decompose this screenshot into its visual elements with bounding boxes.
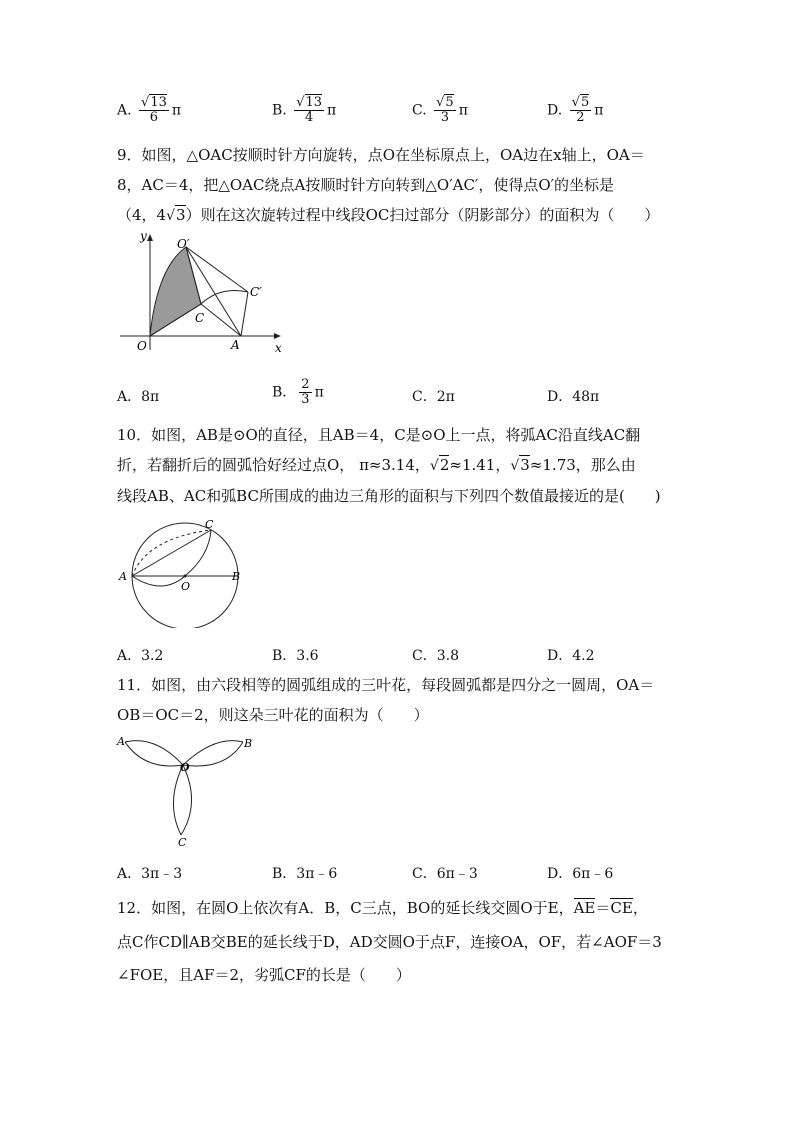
q12-arc-CE: CE [610, 899, 633, 917]
q10-line-1: 10．如图，AB是⊙O的直径，且AB＝4，C是⊙O上一点，将弧AC沿直线AC翻 [117, 426, 641, 444]
q11-option-a: A．3π﹣3 [117, 866, 183, 882]
q11-label-C: C [178, 836, 187, 848]
q8-option-a: A. $\frac{√13}{6}$ π [117, 95, 182, 125]
q9-figure [115, 228, 290, 358]
q9-label-x: x [275, 341, 282, 355]
q11-option-c: C．6π﹣3 [412, 866, 478, 882]
q9-label-O: O [137, 339, 147, 353]
q10-option-d: D．4.2 [547, 648, 595, 664]
q9-option-d: D．48π [547, 389, 600, 405]
q12-line-1: 12．如图，在圆O上依次有A．B，C三点，BO的延长线交圆O于E，AE＝CE， [117, 899, 648, 917]
q10-center-dot [184, 575, 187, 578]
q10-option-c: C．3.8 [412, 648, 459, 664]
q8-option-c: C. $\frac{√5}{3}$ π [412, 95, 468, 125]
q9-shaded-region [150, 247, 201, 336]
q10-line-2: 折，若翻折后的圆弧恰好经过点O， π≈3.14，√2≈1.41，√3≈1.73，那么由 [117, 456, 636, 474]
q10-label-B: B [232, 570, 241, 583]
q9-arc-CC2 [201, 291, 248, 305]
q11-option-b: B．3π﹣6 [272, 866, 338, 882]
q11-label-B: B [244, 737, 253, 750]
q11-option-d: D．6π﹣6 [547, 866, 614, 882]
q9-label-y: y [140, 229, 147, 243]
q9-seg-C2A [241, 292, 248, 336]
q10-option-a: A．3.2 [117, 648, 164, 664]
q11-petal-B-lower [183, 742, 243, 766]
q9-option-c: C．2π [412, 389, 455, 405]
q10-figure [117, 518, 252, 628]
q9-label-C: C [195, 311, 205, 325]
q11-line-1: 11．如图，由六段相等的圆弧组成的三叶花，每段圆弧都是四分之一圆周，OA＝ [117, 676, 655, 694]
q12-arc-AE: AE [573, 899, 596, 917]
q11-figure [115, 733, 260, 848]
q10-folded-arc [132, 530, 211, 586]
q10-option-b: B．3.6 [272, 648, 319, 664]
q10-label-O: O [181, 580, 191, 593]
q8-option-d: D. $\frac{√5}{2}$ π [547, 95, 604, 125]
q9-label-A: A [231, 338, 240, 352]
q9-y-arrow [147, 234, 153, 241]
q9-label-O2: O′ [177, 237, 190, 251]
q9-line-3: （4，4√3）则在这次旋转过程中线段OC扫过部分（阴影部分）的面积为（ ） [117, 206, 660, 224]
q9-option-b: B． $\frac{2}{3}$ π [272, 377, 324, 407]
q9-option-a: A．8π [117, 389, 160, 405]
q12-line-3: ∠FOE，且AF＝2，劣弧CF的长是（ ） [117, 966, 411, 984]
q8-option-b: B. $\frac{√13}{4}$ π [272, 95, 337, 125]
q10-label-C: C [205, 518, 214, 531]
q11-petal-C-left [173, 765, 183, 835]
q11-label-O: O [180, 761, 190, 774]
q9-seg-CA [201, 304, 241, 336]
q10-line-3: 线段AB、AC和弧BC所围成的曲边三角形的面积与下列四个数值最接近的是( ) [117, 487, 661, 505]
q9-line-1: 9．如图，△OAC按顺时针方向旋转，点O在坐标原点上，OA边在x轴上，OA＝ [117, 146, 645, 164]
q10-label-A: A [119, 570, 127, 583]
q11-petal-C-right [181, 765, 192, 835]
q9-label-C2: C′ [250, 285, 262, 299]
q9-x-arrow [274, 333, 281, 339]
q10-chord-AC [132, 530, 211, 576]
q12-line-2: 点C作CD∥AB交BE的延长线于D，AD交圆O于点F，连接OA，OF，若∠AOF＝3 [117, 933, 662, 951]
q11-label-A: A [117, 735, 125, 748]
q9-line-2: 8，AC＝4，把△OAC绕点A按顺时针方向转到△O′AC′，使得点O′的坐标是 [117, 176, 615, 194]
q11-line-2: OB＝OC＝2，则这朵三叶花的面积为（ ） [117, 706, 429, 724]
q11-petal-A-lower [125, 742, 183, 766]
